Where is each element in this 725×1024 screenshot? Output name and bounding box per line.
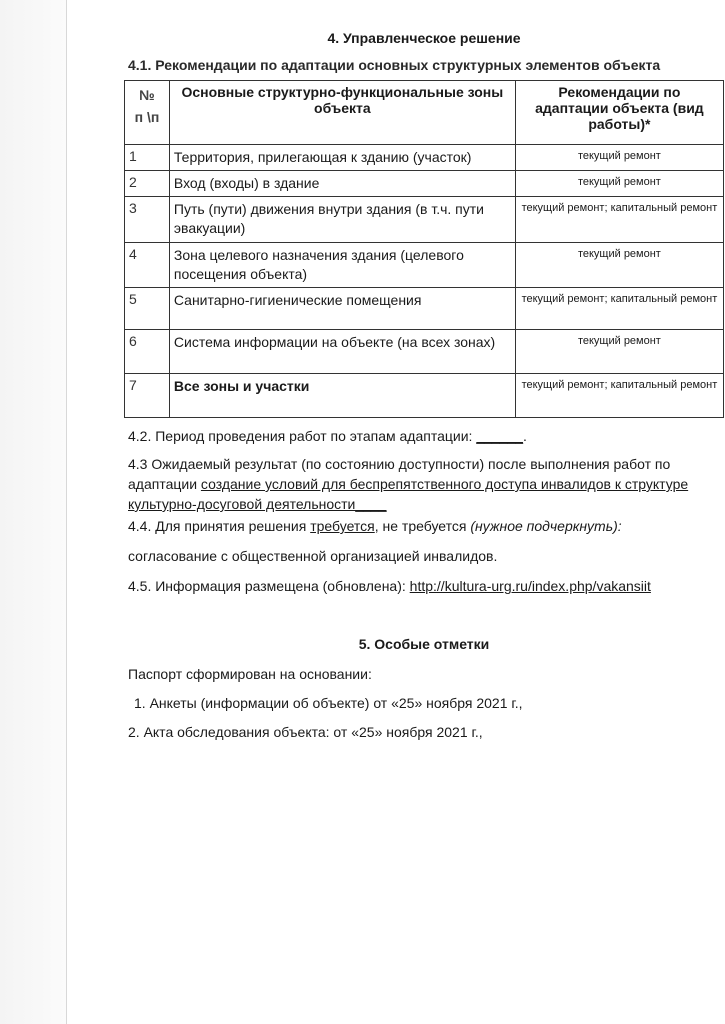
section-4-title: 4. Управленческое решение bbox=[327, 30, 521, 46]
table-row bbox=[125, 243, 724, 288]
header-num bbox=[125, 81, 170, 145]
p44-not-required: , не требуется bbox=[374, 518, 471, 534]
header-recommendation: Рекомендации по адаптации объекта (вид работы)* bbox=[515, 81, 723, 145]
header-num-label: № bbox=[139, 87, 155, 103]
header-zone: Основные структурно-функциональные зоны объекта bbox=[169, 81, 515, 145]
row-zone: Система информации на объекте (на всех зонах) bbox=[169, 330, 515, 374]
p42-blank: ______ bbox=[476, 428, 524, 444]
row-zone: Санитарно-гигиенические помещения bbox=[169, 288, 515, 330]
p43-text: 4.3 Ожидаемый результат (по состоянию доступности) после выполнения работ по адаптации bbox=[128, 456, 671, 492]
row-num: 6 bbox=[125, 330, 170, 374]
p44-note: (нужное подчеркнуть): bbox=[470, 518, 622, 534]
section-5-item-2: 2. Акта обследования объекта: от «25» ноября 2021 г., bbox=[128, 724, 483, 740]
p42-end: . bbox=[523, 428, 527, 444]
p45-text: 4.5. Информация размещена (обновлена): bbox=[128, 578, 410, 594]
paragraph-4-3 bbox=[128, 454, 724, 514]
p44-text: 4.4. Для принятия решения bbox=[128, 518, 311, 534]
info-link[interactable]: http://kultura-urg.ru/index.php/vakansiit bbox=[409, 578, 651, 594]
table-header-row bbox=[125, 81, 724, 145]
p42-text: 4.2. Период проведения работ по этапам адаптации: bbox=[128, 428, 477, 444]
page-edge bbox=[66, 0, 67, 1024]
row-zone: Зона целевого назначения здания (целевого посещения объекта) bbox=[169, 243, 515, 288]
section-4-1-title: 4.1. Рекомендации по адаптации основных структурных элементов объекта bbox=[128, 57, 661, 73]
row-num: 4 bbox=[125, 243, 170, 288]
table-row bbox=[125, 171, 724, 197]
recommendations-table bbox=[124, 80, 724, 418]
row-work: текущий ремонт; капитальный ремонт bbox=[515, 197, 723, 243]
table-row bbox=[125, 288, 724, 330]
table-row bbox=[125, 330, 724, 374]
row-zone: Территория, прилегающая к зданию (участок) bbox=[169, 145, 515, 171]
row-work: текущий ремонт bbox=[515, 145, 723, 171]
row-num: 5 bbox=[125, 288, 170, 330]
paragraph-4-4-cont: согласование с общественной организацией инвалидов. bbox=[128, 548, 498, 564]
row-work: текущий ремонт bbox=[515, 243, 723, 288]
p44-required: требуется bbox=[310, 518, 375, 534]
row-num: 1 bbox=[125, 145, 170, 171]
paragraph-4-4 bbox=[128, 516, 724, 536]
paragraph-4-5 bbox=[128, 576, 724, 596]
table-row bbox=[125, 145, 724, 171]
section-5-title: 5. Особые отметки bbox=[358, 636, 490, 652]
row-work: текущий ремонт bbox=[515, 171, 723, 197]
header-num-sub: п \п bbox=[134, 109, 160, 125]
row-zone: Все зоны и участки bbox=[169, 374, 515, 418]
table-row bbox=[125, 197, 724, 243]
row-zone: Путь (пути) движения внутри здания (в т.ч. пути эвакуации) bbox=[169, 197, 515, 243]
row-work: текущий ремонт bbox=[515, 330, 723, 374]
page-margin bbox=[0, 0, 66, 1024]
section-5-intro: Паспорт сформирован на основании: bbox=[128, 666, 372, 682]
row-work: текущий ремонт; капитальный ремонт bbox=[515, 374, 723, 418]
row-num: 2 bbox=[125, 171, 170, 197]
p43-result: создание условий для беспрепятственного доступа инвалидов к структуре культурно-досуговой деятельности____ bbox=[128, 476, 689, 512]
row-zone: Вход (входы) в здание bbox=[169, 171, 515, 197]
table-row bbox=[125, 374, 724, 418]
paragraph-4-2 bbox=[128, 426, 724, 446]
row-work: текущий ремонт; капитальный ремонт bbox=[515, 288, 723, 330]
row-num: 7 bbox=[125, 374, 170, 418]
row-num: 3 bbox=[125, 197, 170, 243]
section-5-item-1: 1. Анкеты (информации об объекте) от «25» ноября 2021 г., bbox=[134, 695, 523, 711]
